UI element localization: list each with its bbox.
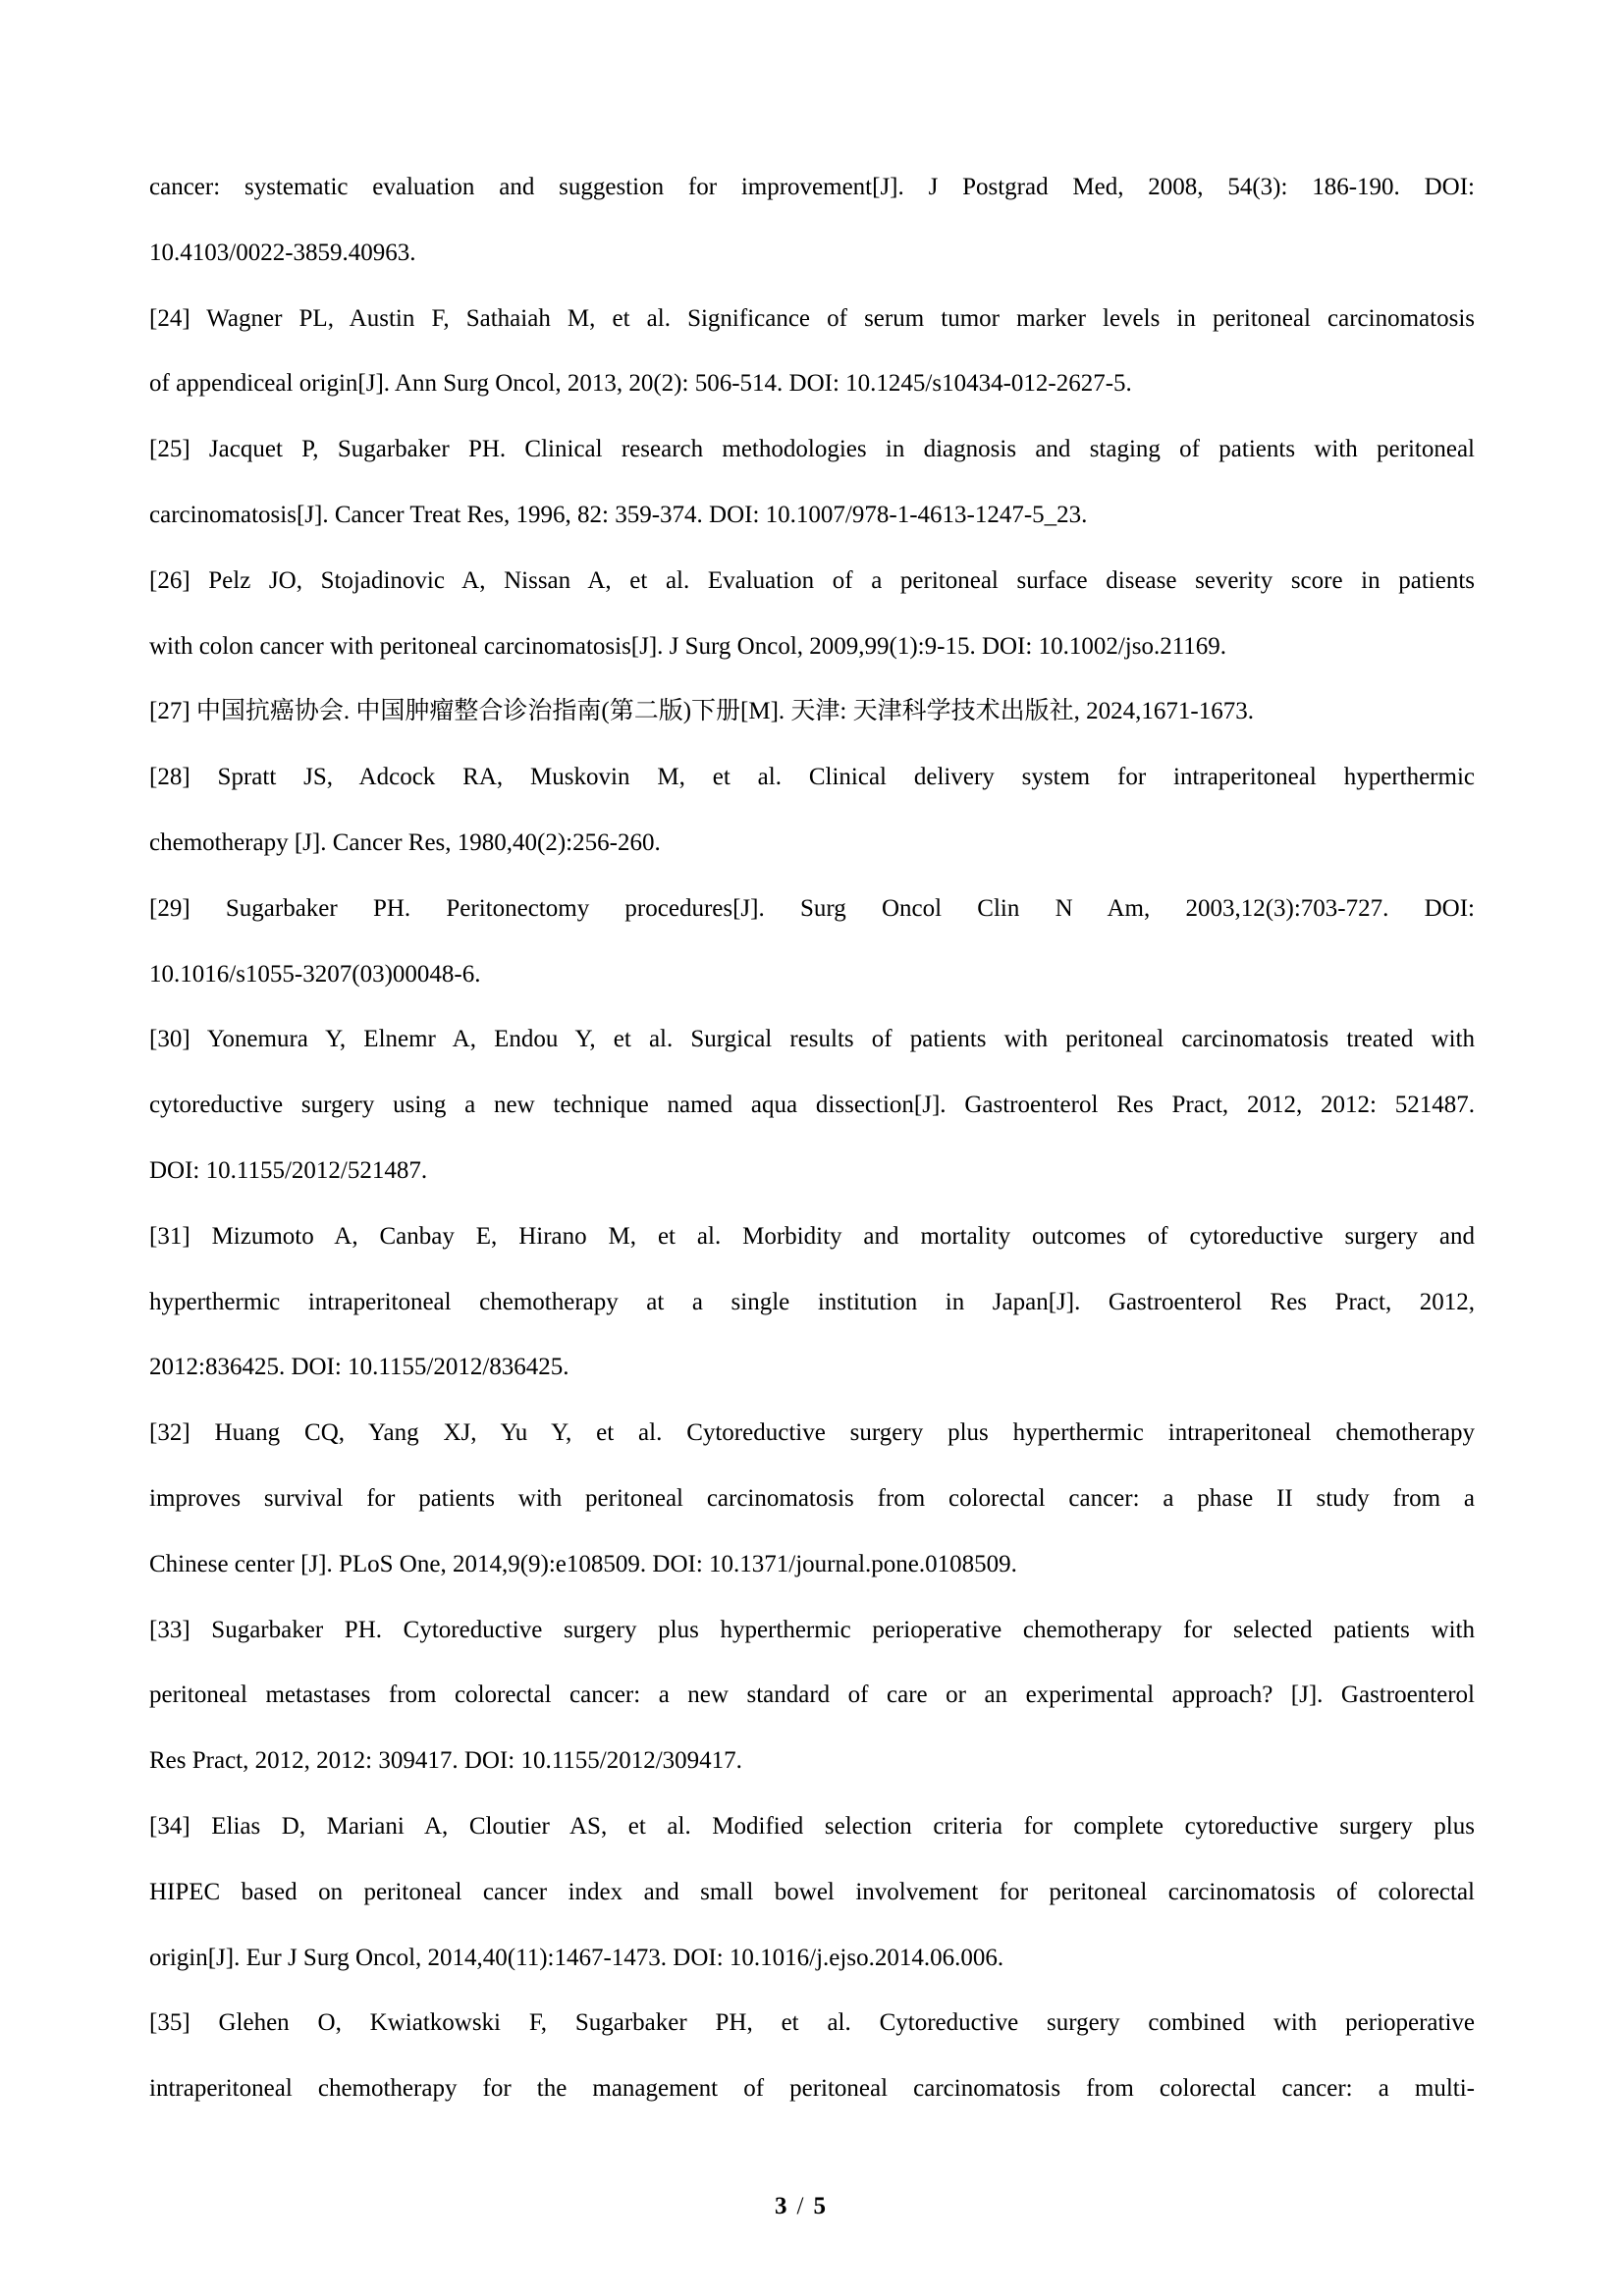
page-number-separator: /	[796, 2193, 804, 2219]
references-text-block	[149, 155, 1475, 2122]
reference-line: HIPEC based on peritoneal cancer index and small bowel involvement for peritoneal carcinomatosis of colorectal	[149, 1878, 1475, 1905]
current-page-number: 3	[775, 2193, 787, 2219]
reference-line: intraperitoneal chemotherapy for the management of peritoneal carcinomatosis from colorectal cancer: a multi-	[149, 2075, 1475, 2103]
reference-line: improves survival for patients with peritoneal carcinomatosis from colorectal cancer: a phase II study from a	[149, 1484, 1475, 1512]
reference-line: [28] Spratt JS, Adcock RA, Muskovin M, et al. Clinical delivery system for intraperitoneal hyperthermic	[149, 764, 1475, 791]
reference-line: [24] Wagner PL, Austin F, Sathaiah M, et al. Significance of serum tumor marker levels in peritoneal carcinomatosis	[149, 304, 1475, 332]
reference-line: [25] Jacquet P, Sugarbaker PH. Clinical research methodologies in diagnosis and staging of patients with peritoneal	[149, 436, 1475, 463]
reference-line: hyperthermic intraperitoneal chemotherapy at a single institution in Japan[J]. Gastroenterol Res Pract, 2012,	[149, 1288, 1475, 1315]
reference-line: chemotherapy [J]. Cancer Res, 1980,40(2):256-260.	[149, 828, 661, 856]
reference-line: DOI: 10.1155/2012/521487.	[149, 1156, 428, 1184]
reference-line: Chinese center [J]. PLoS One, 2014,9(9):e108509. DOI: 10.1371/journal.pone.0108509.	[149, 1550, 1017, 1577]
total-page-count: 5	[813, 2193, 826, 2219]
reference-line: [31] Mizumoto A, Canbay E, Hirano M, et al. Morbidity and mortality outcomes of cytoreductive surgery and	[149, 1222, 1475, 1250]
reference-line: [33] Sugarbaker PH. Cytoreductive surgery plus hyperthermic perioperative chemotherapy for selected patients with	[149, 1616, 1475, 1643]
reference-line: [29] Sugarbaker PH. Peritonectomy procedures[J]. Surg Oncol Clin N Am, 2003,12(3):703-727. DOI:	[149, 894, 1475, 922]
reference-line: [34] Elias D, Mariani A, Cloutier AS, et al. Modified selection criteria for complete cytoreductive surgery plus	[149, 1812, 1475, 1840]
reference-line: with colon cancer with peritoneal carcinomatosis[J]. J Surg Oncol, 2009,99(1):9-15. DOI: 10.1002/jso.21169.	[149, 632, 1227, 660]
reference-line: [32] Huang CQ, Yang XJ, Yu Y, et al. Cytoreductive surgery plus hyperthermic intraperitoneal chemotherapy	[149, 1419, 1475, 1447]
reference-line: cancer: systematic evaluation and suggestion for improvement[J]. J Postgrad Med, 2008, 54(3): 186-190. DOI:	[149, 174, 1475, 200]
page-footer	[0, 2187, 1600, 2226]
reference-line: peritoneal metastases from colorectal cancer: a new standard of care or an experimental approach? [J]. Gastroenterol	[149, 1682, 1475, 1709]
reference-line: 10.1016/s1055-3207(03)00048-6.	[149, 960, 481, 988]
reference-line: [35] Glehen O, Kwiatkowski F, Sugarbaker PH, et al. Cytoreductive surgery combined with perioperative	[149, 2009, 1475, 2037]
reference-line: Res Pract, 2012, 2012: 309417. DOI: 10.1155/2012/309417.	[149, 1747, 742, 1775]
reference-line: 10.4103/0022-3859.40963.	[149, 239, 416, 266]
reference-line: of appendiceal origin[J]. Ann Surg Oncol, 2013, 20(2): 506-514. DOI: 10.1245/s10434-012-2627-5.	[149, 370, 1132, 398]
reference-line: origin[J]. Eur J Surg Oncol, 2014,40(11):1467-1473. DOI: 10.1016/j.ejso.2014.06.006.	[149, 1944, 1004, 1971]
reference-line: [30] Yonemura Y, Elnemr A, Endou Y, et al. Surgical results of patients with peritoneal carcinomatosis treated with	[149, 1026, 1475, 1053]
reference-line: [26] Pelz JO, Stojadinovic A, Nissan A, et al. Evaluation of a peritoneal surface disease severity score in patients	[149, 566, 1475, 594]
reference-line: 2012:836425. DOI: 10.1155/2012/836425.	[149, 1354, 569, 1381]
reference-line: carcinomatosis[J]. Cancer Treat Res, 1996, 82: 359-374. DOI: 10.1007/978-1-4613-1247-5_23.	[149, 501, 1088, 528]
reference-line: [27] 中国抗癌协会. 中国肿瘤整合诊治指南(第二版)下册[M]. 天津: 天津科学技术出版社, 2024,1671-1673.	[149, 698, 1254, 725]
reference-line: cytoreductive surgery using a new technique named aqua dissection[J]. Gastroenterol Res Pract, 2012, 2012: 521487.	[149, 1092, 1475, 1119]
